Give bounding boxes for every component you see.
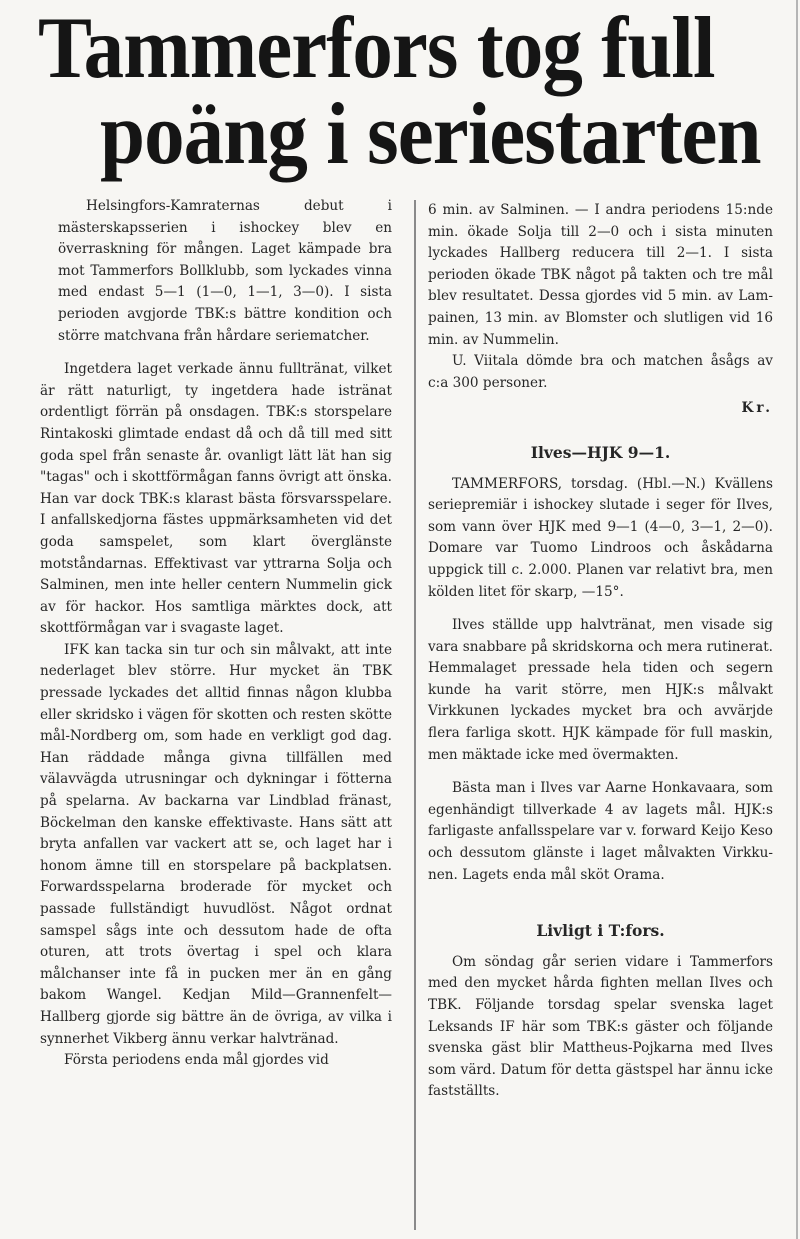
section-heading-livligt: Livligt i T:fors. [536,921,665,941]
body-paragraph: Om söndag går serien vidare i Tammerfors med den mycket hårda fighten mellan Ilves och TBK. Följande torsdag spelar svenska laget Leksands IF här som TBK:s gäster och följande svenska gäst blir Mattheus-Pojkarna med Ilves som värd. Datum för detta gästspel har ännu icke fastställts. [428,953,773,1100]
left-column [40,196,392,1072]
body-paragraph: TAMMERFORS, torsdag. (Hbl.—N.) Kvällens seriepremiär i ishockey slutade i seger för Ilves, som vann över HJK med 9—1 (4—0, 3—1, 2—0). Domare var Tuomo Lindroos och åskådarna uppgick till c. 2.000. Planen var relativt bra, men kölden litet för skarp, —15°. [428,475,773,600]
continuation-paragraph: 6 min. av Salminen. — I andra periodens 15:nde min. ökade Solja till 2—0 och i sista minuten lyckades Hallberg reducera till 2—1. I sista perioden ökade TBK något på takten och tre mål blev resultatet. Dessa gjordes vid 5 min. av Lampainen, 13 min. av Blomster och slutligen vid 16 min. av Nummelin. [428,202,773,348]
column-rule-right-edge [796,0,798,1239]
body-paragraph: Ilves ställde upp halvtränat, men visade sig vara snabbare på skridskorna och mera rutinerat. Hemmalaget pressade hela tiden och segern kunde ha varit större, men HJK:s målvakt Virkkunen lyckades mycket bra och avvärjde flera farliga skott. HJK kämpade för full maskin, men mäktade icke med övermakten. [428,617,773,763]
headline [0,0,800,183]
lead-paragraph: Helsingfors-Kamraternas debut i mästerskapsserien i ishockey blev en överraskning för mången. Laget kämpade bra mot Tammerfors Bollklubb, som lyckades vinna med endast 5—1 (1—0, 1—1, 3—0). I sista perioden avgjorde TBK:s bättre kondition och större matchvana från hårdare seriematcher. [58,198,392,344]
right-column [428,200,773,1103]
section-heading-ilves-hjk: Ilves—HJK 9—1. [530,442,671,462]
body-paragraph: Första periodens enda mål gjordes vid [64,1052,329,1069]
body-paragraph: Bästa man i Ilves var Aarne Honkavaara, som egenhändigt tillverkade 4 av lagets mål. HJK:s farligaste anfallsspelare var v. forward Keijo Keso och dessutom glänste i laget målvakten Virkkunen. Lagets enda mål sköt Orama. [428,780,773,883]
continuation-paragraph: U. Viitala dömde bra och matchen åsågs av c:a 300 personer. [428,353,773,391]
column-divider [414,200,416,1230]
byline-signature: Kr. [741,400,773,417]
headline-line-1: Tammerfors tog full [38,0,715,97]
headline-line-2: poäng i seriestarten [100,86,761,183]
body-paragraph: Ingetdera laget verkade ännu fulltränat, vilket är rätt naturligt, ty ingetdera hade isträna​t ordentligt förrän på onsdagen. TBK:s storspelare Rintakoski glimtade endast då och då till med sitt goda spel från senaste år. ovanligt lätt lät han sig "tagas" och i skottförmågan fanns övrigt att önska. Han var dock TBK:s klarast bästa försvarsspelare. I anfallskedjorna fästes uppmärksamheten vid det goda samspelet, som klart överglänste motståndarnas. Effektivast var yttrarna Solja och Salminen, men inte heller centern Nummelin gick av för hackor. Hos samtliga märktes dock, att skottförmågan var i svagaste laget. [40,361,392,637]
body-paragraph: IFK kan tacka sin tur och sin målvakt, att inte nederlaget blev större. Hur mycket än TBK pressade lyckades det alltid finnas någon klubba eller skridsko i vägen för skotten och resten skötte mål-Nordberg om, som hade en verkligt god dag. Han räddade många givna tillfällen med välavvägda utrusningar och dykningar i fötterna på spelarna. Av backarna var Lindblad fränast, Böckelman den kanske effektivaste. Hans sätt att bryta anfallen var vackert att se, och laget har i honom ämne till en storspelare på backplatsen. Forwardsspelarna broderade för mycket och passade fullständigt huvudlöst. Något ordnat samspel sågs inte och dessutom hade de ofta oturen, att trots övertag i spel och klara målchanser inte få in pucken mer än en gång bakom Wangel. Kedjan Mild—Grannenfelt—Hallberg gjorde sig bättre än de övriga, av vilka i synnerhet Vikberg ännu verkar halvtränad. [40,641,392,1047]
